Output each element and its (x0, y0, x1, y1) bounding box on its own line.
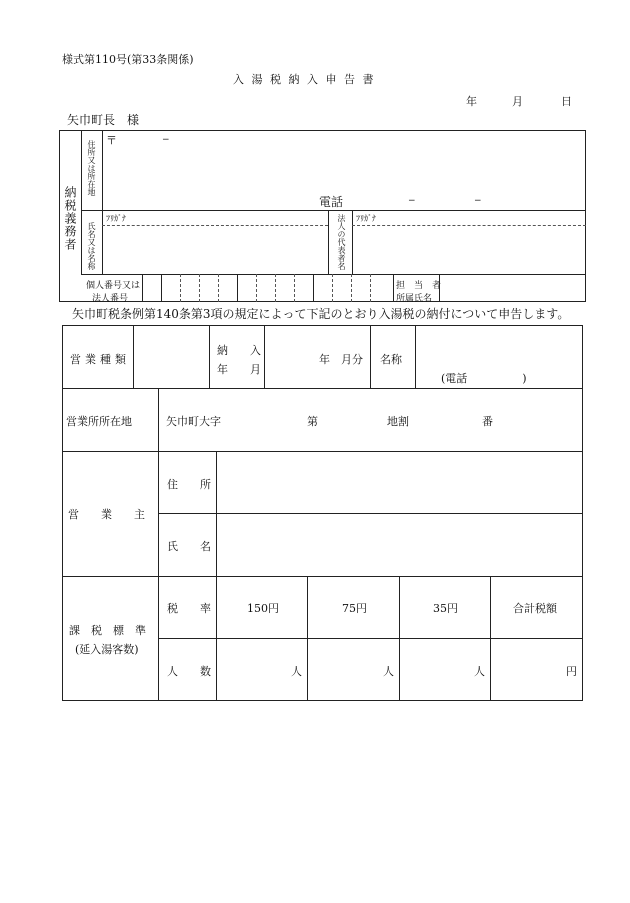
id-number-label-2: 法人番号 (92, 294, 129, 304)
payment-period-label-2: 年 月 (217, 363, 261, 376)
rate-35: 35円 (433, 602, 458, 615)
facility-phone-label: (電話 ) (441, 372, 527, 385)
taxpayer-section-label: 納税義務者 (63, 186, 77, 251)
date-year-label: 年 (466, 95, 477, 108)
business-type-label: 営業種類 (70, 353, 130, 366)
staff-label-1: 担 当 者 (396, 281, 442, 291)
total-tax-label: 合計税額 (513, 602, 557, 615)
unit-person-35: 人 (474, 665, 485, 678)
location-chiwari: 地割 (387, 415, 409, 428)
location-dai: 第 (307, 415, 318, 428)
facility-name-field[interactable] (416, 326, 582, 366)
tax-basis-label: 課 税 標 準 (69, 624, 146, 637)
unit-person-75: 人 (383, 665, 394, 678)
id-number-label-1: 個人番号又は (86, 281, 141, 291)
payment-period-label-1: 納 入 (217, 344, 261, 357)
persons-label: 人 数 (167, 665, 211, 678)
phone-dash-2: − (474, 196, 482, 206)
tax-rate-label: 税 率 (167, 602, 211, 615)
phone-label: 電話 (319, 195, 344, 209)
phone-dash-1: − (408, 196, 416, 206)
operator-name-label: 氏 名 (167, 540, 211, 553)
tax-basis-sublabel: (延入湯客数) (75, 643, 139, 656)
date-month-label: 月 (512, 95, 523, 108)
form-number: 様式第110号(第33条関係) (62, 53, 194, 66)
location-ban: 番 (482, 415, 493, 428)
rep-furigana-label: ﾌﾘｶﾞﾅ (356, 214, 376, 223)
representative-label: 法人の代表者名 (337, 214, 346, 270)
date-day-label: 日 (561, 95, 572, 108)
form-title: 入 湯 税 納 入 申 告 書 (233, 73, 376, 86)
name-label: 氏名又は名称 (87, 222, 96, 270)
representative-field[interactable] (354, 228, 584, 272)
name-field[interactable] (104, 228, 326, 272)
address-label: 住所又は所在地 (87, 140, 96, 196)
rate-150: 150円 (247, 602, 279, 615)
unit-person-150: 人 (291, 665, 302, 678)
staff-label-2: 所属氏名 (396, 294, 433, 304)
furigana-label: ﾌﾘｶﾞﾅ (106, 214, 126, 223)
postal-dash: − (162, 135, 170, 145)
staff-name-field[interactable] (440, 275, 584, 301)
declaration-text: 矢巾町税条例第140条第3項の規定によって下記のとおり入湯税の納付について申告します。 (72, 307, 570, 321)
rate-75: 75円 (342, 602, 367, 615)
addressee: 矢巾町長 様 (67, 113, 140, 127)
business-type-field[interactable] (134, 326, 208, 387)
operator-address-label: 住 所 (167, 478, 211, 491)
location-label: 営業所所在地 (66, 415, 132, 428)
operator-name-field[interactable] (217, 514, 582, 575)
operator-label: 営 業 主 (68, 508, 145, 521)
month-portion-field[interactable]: 年 月分 (319, 353, 363, 366)
facility-name-label: 名称 (380, 353, 402, 366)
unit-yen: 円 (566, 665, 577, 678)
operator-address-field[interactable] (217, 452, 582, 512)
postal-mark: 〒 (106, 134, 117, 147)
location-town: 矢巾町大字 (166, 415, 221, 428)
location-field[interactable] (230, 395, 580, 441)
